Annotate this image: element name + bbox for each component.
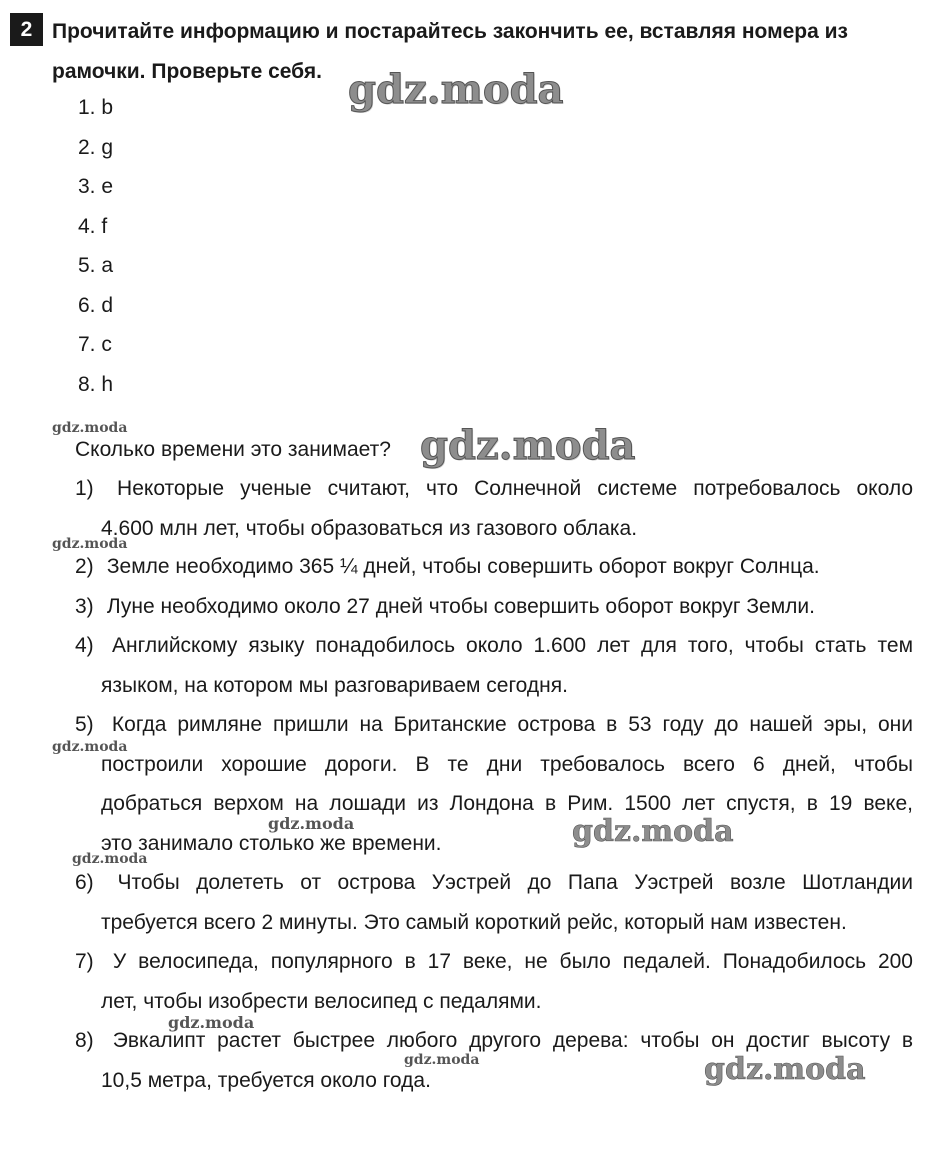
item-line: 4.600 млн лет, чтобы образоваться из газового облака. xyxy=(101,516,638,540)
answer-item: 4. f xyxy=(78,214,108,238)
item-number: 4) xyxy=(75,634,94,657)
item-number: 1) xyxy=(75,477,94,500)
item-text: Чтобы долететь от острова Уэстрей до Папа Уэстрей возле Шотландии xyxy=(117,871,913,894)
item-line: языком, на котором мы разговариваем сегодня. xyxy=(101,673,568,697)
item-number: 3) xyxy=(75,595,94,618)
item-number: 2) xyxy=(75,555,94,578)
answer-item: 5. a xyxy=(78,254,114,277)
text-item-7 xyxy=(75,942,913,1021)
item-number: 7) xyxy=(75,950,94,973)
item-text: Эвкалипт растет быстрее любого другого дерева: чтобы он достиг высоту в xyxy=(112,1029,913,1052)
item-line: построили хорошие дороги. В те дни требовалось всего 6 дней, чтобы xyxy=(101,752,913,776)
answer-item: 3. e xyxy=(78,175,114,198)
item-line xyxy=(75,1021,913,1061)
item-line xyxy=(75,626,913,666)
answer-item: 7. c xyxy=(78,333,112,356)
answer-list xyxy=(78,88,113,404)
item-line xyxy=(75,705,913,745)
watermark-logo: gdz.moda xyxy=(704,1052,866,1087)
item-line xyxy=(75,863,913,903)
item-number: 8) xyxy=(75,1029,94,1052)
item-text: Некоторые ученые считают, что Солнечной системе потребовалось около xyxy=(117,477,913,500)
answer-item: 6. d xyxy=(78,293,114,317)
watermark-logo: gdz.moda xyxy=(348,66,564,113)
item-text: У велосипеда, популярного в 17 веке, не было педалей. Понадобилось 200 xyxy=(112,950,913,973)
task-instruction: Прочитайте информацию и постарайтесь закончить ее, вставляя номера из рамочки. Проверьте себя. xyxy=(52,20,848,83)
watermark-logo: gdz.moda xyxy=(52,739,128,755)
watermark-logo: gdz.moda xyxy=(52,536,128,552)
watermark-logo: gdz.moda xyxy=(404,1052,480,1068)
item-number: 6) xyxy=(75,871,94,894)
text-item-6 xyxy=(75,863,913,942)
item-line xyxy=(75,469,913,509)
watermark-logo: gdz.moda xyxy=(52,420,128,436)
watermark-logo: gdz.moda xyxy=(72,851,148,867)
item-line: добраться верхом на лошади из Лондона в Рим. 1500 лет спустя, в 19 веке, xyxy=(101,792,913,815)
item-text: Луне необходимо около 27 дней чтобы совершить оборот вокруг Земли. xyxy=(106,595,815,618)
task-number-badge: 2 xyxy=(10,13,43,46)
watermark-logo: gdz.moda xyxy=(572,814,734,849)
text-item-1 xyxy=(75,469,913,548)
watermark-logo: gdz.moda xyxy=(168,1013,255,1032)
item-line: это занимало столько же времени. xyxy=(101,831,442,855)
item-text: Английскому языку понадобилось около 1.600 лет для того, чтобы стать тем xyxy=(112,634,914,657)
answer-item: 8. h xyxy=(78,372,114,396)
section-title: Сколько времени это занимает? xyxy=(75,438,391,461)
answer-item: 2. g xyxy=(78,135,114,159)
text-item-8 xyxy=(75,1021,913,1100)
item-text: Когда римляне пришли на Британские острова в 53 году до нашей эры, они xyxy=(111,713,913,736)
item-number: 5) xyxy=(75,713,94,736)
watermark-logo: gdz.moda xyxy=(420,422,636,469)
text-item-4 xyxy=(75,626,913,705)
item-line: лет, чтобы изобрести велосипед с педалями. xyxy=(101,989,542,1013)
text-item-3 xyxy=(75,587,913,627)
item-text: Земле необходимо 365 ¼ дней, чтобы совершить оборот вокруг Солнца. xyxy=(106,555,820,578)
item-line: 10,5 метра, требуется около года. xyxy=(101,1068,431,1092)
text-item-5 xyxy=(75,705,913,863)
item-line: требуется всего 2 минуты. Это самый короткий рейс, который нам известен. xyxy=(101,910,847,934)
text-item-2 xyxy=(75,547,913,587)
watermark-logo: gdz.moda xyxy=(268,814,355,833)
answer-item: 1. b xyxy=(78,96,114,119)
item-line xyxy=(75,942,913,982)
